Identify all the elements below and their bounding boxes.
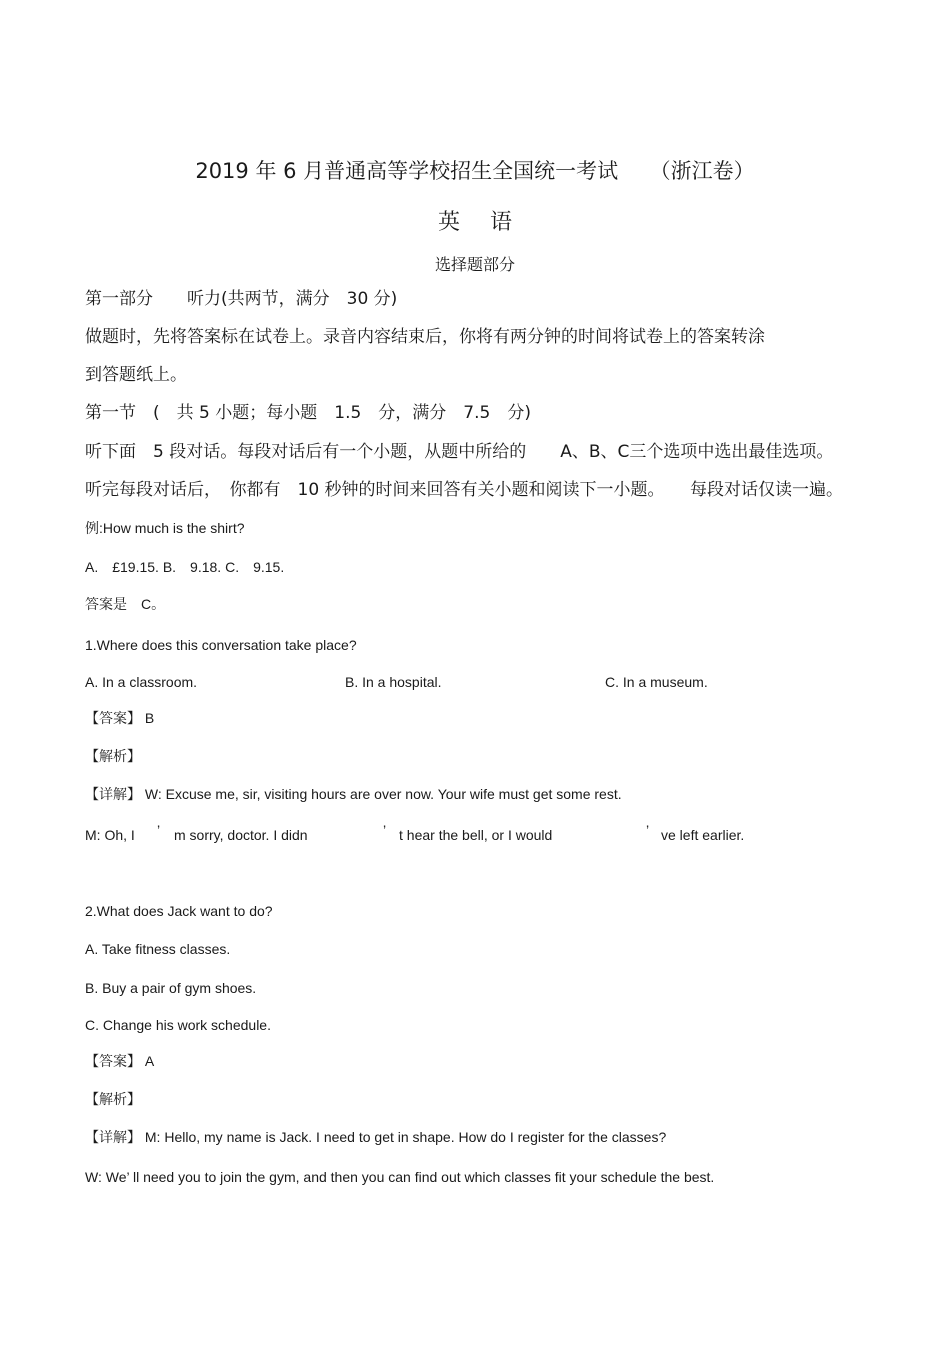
q1-option-b: B. In a hospital. bbox=[345, 674, 442, 690]
q2-analysis: 【解析】 bbox=[85, 1091, 141, 1107]
q1-detail: 【详解】 W: Excuse me, sir, visiting hours are over now. Your wife must get some rest. bbox=[85, 786, 622, 802]
q1-analysis: 【解析】 bbox=[85, 748, 141, 764]
q1-option-c: C. In a museum. bbox=[605, 674, 708, 690]
subsection-heading: 第一节 ( 共 5 小题；每小题 1.5 分，满分 7.5 分) bbox=[85, 403, 531, 423]
q1-dialog-part: M: Oh, I bbox=[85, 827, 135, 843]
q1-option-a: A. In a classroom. bbox=[85, 674, 198, 690]
example-options: A. £19.15. B. 9.18. C. 9.15. bbox=[85, 559, 285, 575]
example-question: 例:How much is the shirt? bbox=[85, 520, 245, 536]
instruction-line: 听下面 5 段对话。每段对话后有一个小题，从题中所给的 A、B、C三个选项中选出最佳选项。 bbox=[85, 442, 834, 462]
instruction-line: 做题时，先将答案标在试卷上。录音内容结束后，你将有两分钟的时间将试卷上的答案转涂 bbox=[85, 327, 765, 347]
subject-title: 英语 bbox=[437, 210, 542, 235]
q1-dialog-apostrophe: ’ bbox=[383, 822, 387, 838]
q2-answer: 【答案】 A bbox=[85, 1053, 155, 1069]
q1-answer: 【答案】 B bbox=[85, 710, 155, 726]
q1-dialog-part: t hear the bell, or I would bbox=[399, 827, 553, 843]
section-title: 选择题部分 bbox=[434, 255, 515, 274]
q2-option-b: B. Buy a pair of gym shoes. bbox=[85, 980, 257, 996]
q1-dialog-apostrophe: ’ bbox=[157, 822, 161, 838]
part-heading: 第一部分 听力(共两节，满分 30 分) bbox=[85, 289, 398, 309]
exam-title: 2019 年 6 月普通高等学校招生全国统一考试 （浙江卷） bbox=[195, 159, 755, 183]
q2-dialog: W: We’ ll need you to join the gym, and then you can find out which classes fit your schedule the best. bbox=[85, 1169, 715, 1185]
question-1: 1.Where does this conversation take place? bbox=[85, 637, 357, 653]
instruction-line: 到答题纸上。 bbox=[85, 365, 187, 385]
q2-detail: 【详解】 M: Hello, my name is Jack. I need to get in shape. How do I register for the classes? bbox=[85, 1129, 667, 1145]
q2-option-c: C. Change his work schedule. bbox=[85, 1017, 271, 1033]
q1-dialog-part: ve left earlier. bbox=[661, 827, 745, 843]
example-answer: 答案是 C。 bbox=[85, 596, 166, 612]
q1-dialog-part: m sorry, doctor. I didn bbox=[174, 827, 308, 843]
q2-option-a: A. Take fitness classes. bbox=[85, 941, 231, 957]
question-2: 2.What does Jack want to do? bbox=[85, 903, 273, 919]
q1-dialog-apostrophe: ’ bbox=[646, 822, 650, 838]
instruction-line: 听完每段对话后， 你都有 10 秒钟的时间来回答有关小题和阅读下一小题。 每段对话仅读一遍。 bbox=[85, 480, 844, 500]
